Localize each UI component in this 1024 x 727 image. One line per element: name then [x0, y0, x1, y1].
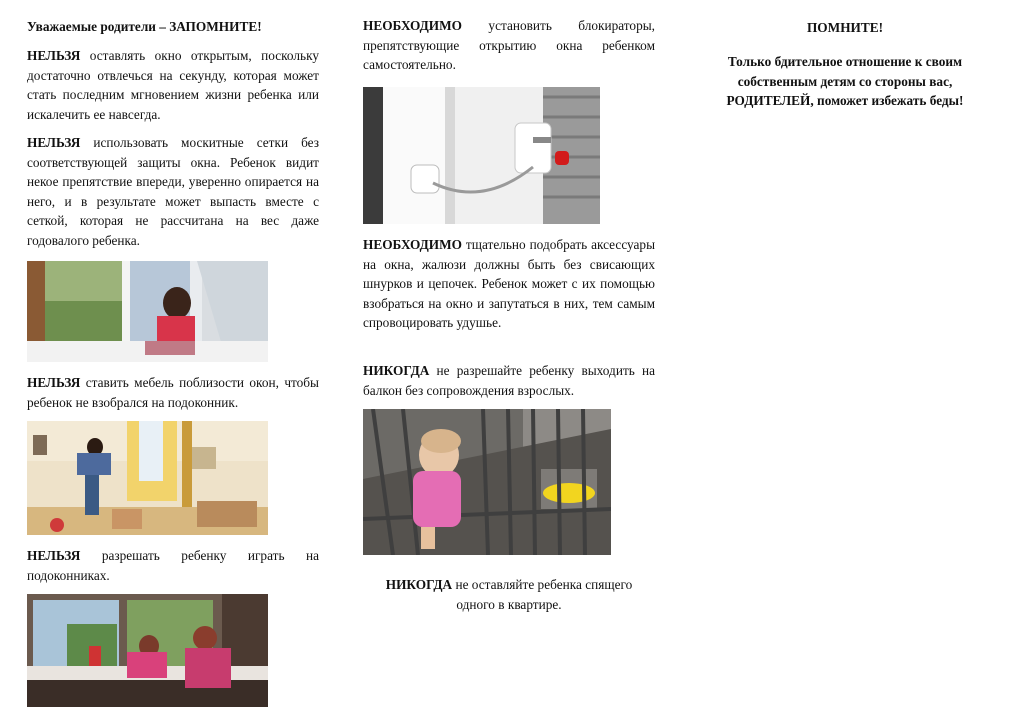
photo-child-climbing [27, 421, 268, 535]
remember-title: ПОМНИТЕ! [806, 20, 884, 35]
photo-window-lock [363, 87, 600, 224]
rule-windowsill-play: НЕЛЬЗЯ разрешать ребенку играть на подоконниках. [27, 548, 319, 583]
photo-child-on-windowsill [27, 261, 268, 362]
rule-mosquito-net: НЕЛЬЗЯ использовать москитные сетки без соответствующей защиты окна. Ребенок видит некое препятствие впереди, уверенно опирается на него, и в результате может выпасть вместе с сеткой, которая не рассчитана на вес даже годовалого ребенка. [27, 135, 319, 248]
photo-children-on-windowsill [27, 594, 268, 707]
rule-balcony: НИКОГДА не разрешайте ребенку выходить на балкон без сопровождения взрослых. [363, 363, 655, 398]
photo-child-on-balcony [363, 409, 611, 555]
rule-open-window: НЕЛЬЗЯ оставлять окно открытым, поскольку достаточно отвлечься на секунду, которая может стать последним мгновением жизни ребенка или искалечить ее навсегда. [27, 48, 319, 122]
rule-never-alone: НИКОГДА не оставляйте ребенка спящего одного в квартире. [385, 577, 633, 612]
remember-message: Только бдительное отношение к своим собственным детям со стороны вас, РОДИТЕЛЕЙ, поможет избежать беды! [726, 54, 964, 108]
rule-furniture: НЕЛЬЗЯ ставить мебель поблизости окон, чтобы ребенок не взобрался на подоконник. [27, 375, 319, 410]
rule-window-locks: НЕОБХОДИМО установить блокираторы, препятствующие открытию окна ребенком самостоятельно. [363, 18, 655, 72]
rule-window-accessories: НЕОБХОДИМО тщательно подобрать аксессуары на окна, жалюзи должны быть без свисающих шнурков и цепочек. Ребенок может с их помощью взобраться на окно и запутаться в них, тем самым спровоцировать удушье. [363, 237, 655, 330]
greeting-heading: Уважаемые родители – ЗАПОМНИТЕ! [27, 19, 262, 34]
